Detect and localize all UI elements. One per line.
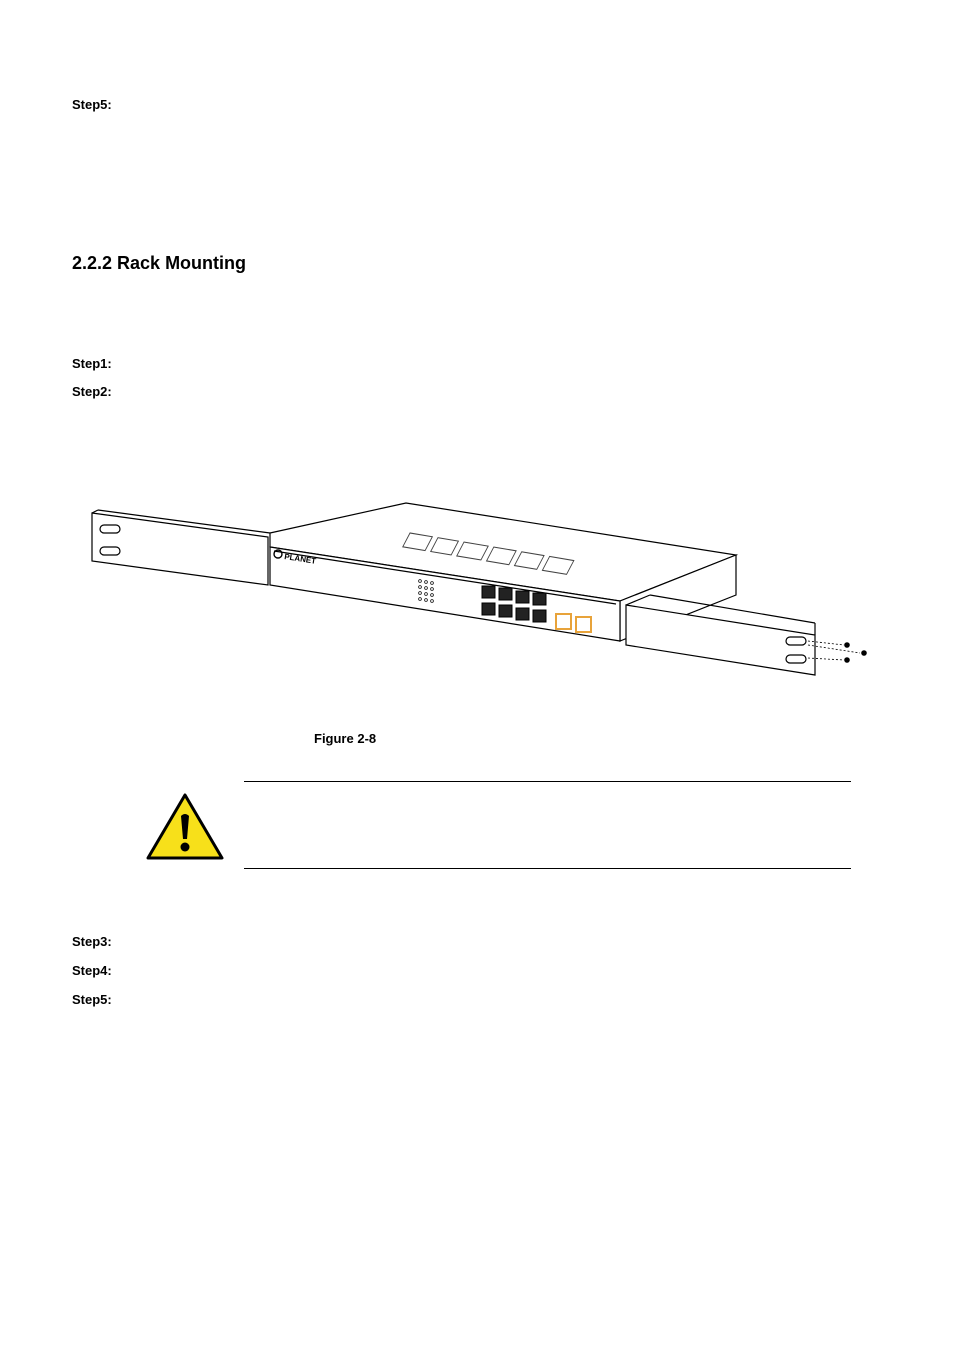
section-heading: 2.2.2 Rack Mounting	[72, 253, 247, 273]
warning-rule-top	[244, 781, 851, 782]
step1-label: Step1:	[72, 356, 112, 371]
warning-block	[146, 792, 226, 867]
svg-text:PLANET: PLANET	[283, 552, 317, 566]
figure-caption: Figure 2-8	[314, 731, 377, 746]
rack-mount-figure	[80, 495, 880, 690]
screws	[808, 641, 866, 662]
left-rack-bracket	[92, 510, 270, 585]
step4-label: Step4:	[72, 963, 112, 978]
warning-rule-bottom	[244, 868, 851, 869]
step3-label: Step3:	[72, 934, 112, 949]
switch-rack-mount-illustration	[80, 495, 880, 685]
step5-label-bottom: Step5:	[72, 992, 112, 1007]
warning-triangle-icon	[146, 792, 226, 862]
step2-label: Step2:	[72, 384, 112, 399]
step5-label-top: Step5:	[72, 97, 112, 112]
